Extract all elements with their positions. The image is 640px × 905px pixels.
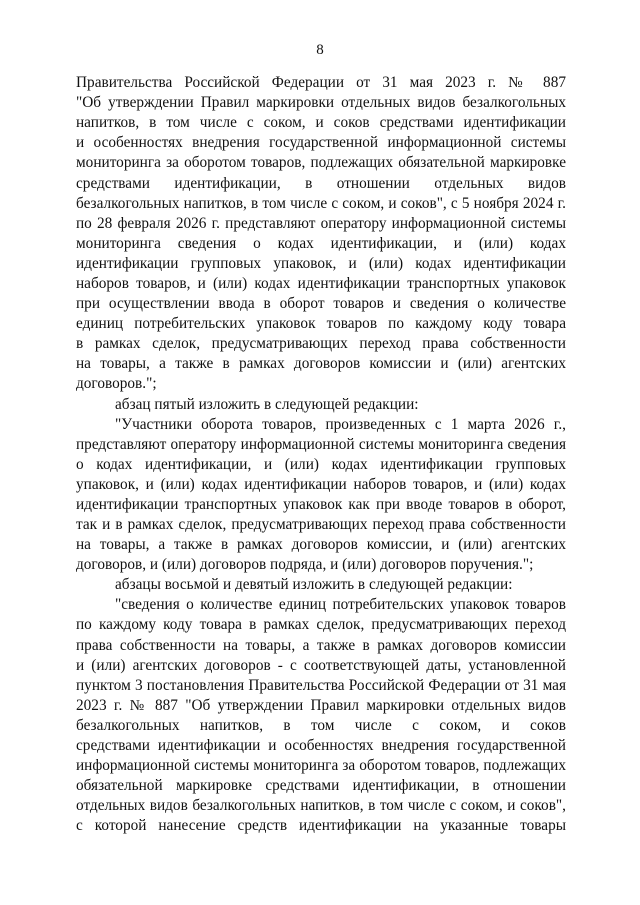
page-number: 8 — [316, 42, 324, 58]
text-line: безалкогольных напитков, в том числе с соком, и соков", с 5 ноября 2024 г. — [76, 195, 566, 212]
text-line: права собственности на товары, а также в рамках договоров комиссии — [76, 637, 566, 654]
text-line: "Участники оборота товаров, произведенных с 1 марта 2026 г., — [115, 416, 566, 433]
text-line: мониторинга за оборотом товаров, подлежащих обязательной маркировке — [76, 154, 566, 171]
text-line: представляют оператору информационной системы мониторинга сведения — [76, 436, 566, 453]
text-line: наборов товаров, и (или) кодах идентификации транспортных упаковок — [76, 275, 566, 292]
text-line: по 28 февраля 2026 г. представляют оператору информационной системы — [76, 215, 566, 232]
text-line: "Об утверждении Правил маркировки отдельных видов безалкогольных — [76, 94, 566, 111]
text-line: и особенностях внедрения государственной информационной системы — [76, 134, 566, 151]
text-line: идентификации групповых упаковок, и (или) кодах идентификации — [76, 255, 566, 272]
text-line: договоров, и (или) договоров подряда, и (или) договоров поручения."; — [76, 556, 534, 573]
text-line: на товары, а также в рамках договоров комиссии и (или) агентских — [76, 355, 566, 372]
text-line: пунктом 3 постановления Правительства Российской Федерации от 31 мая — [76, 677, 566, 694]
text-line: на товары, а также в рамках договоров комиссии, и (или) агентских — [76, 536, 566, 553]
text-line: в рамках сделок, предусматривающих переход права собственности — [76, 335, 566, 352]
text-line: и (или) агентских договоров - с соответствующей даты, установленной — [76, 657, 566, 674]
text-line: средствами идентификации и особенностях внедрения государственной — [76, 737, 566, 754]
text-line: информационной системы мониторинга за оборотом товаров, подлежащих — [76, 757, 566, 774]
text-line: отдельных видов безалкогольных напитков, в том числе с соком, и соков", — [76, 797, 566, 814]
text-line: по каждому коду товара в рамках сделок, предусматривающих переход — [76, 616, 566, 633]
text-line: 2023 г. № 887 "Об утверждении Правил маркировки отдельных видов — [76, 697, 566, 714]
text-line: договоров."; — [76, 375, 157, 392]
text-line: Правительства Российской Федерации от 31 мая 2023 г. № 887 — [76, 74, 566, 91]
text-line: напитков, в том числе с соком, и соков средствами идентификации — [76, 114, 566, 131]
text-line: средствами идентификации, в отношении отдельных видов — [76, 175, 566, 192]
text-line: о кодах идентификации, и (или) кодах идентификации групповых — [76, 456, 566, 473]
text-line: упаковок, и (или) кодах идентификации наборов товаров, и (или) кодах — [76, 476, 566, 493]
text-line: при осуществлении ввода в оборот товаров и сведения о количестве — [76, 295, 566, 312]
text-line: единиц потребительских упаковок товаров по каждому коду товара — [76, 315, 566, 332]
text-line: идентификации транспортных упаковок как при вводе товаров в оборот, — [76, 496, 566, 513]
text-line: мониторинга сведения о кодах идентификации, и (или) кодах — [76, 235, 566, 252]
text-line: "сведения о количестве единиц потребительских упаковок товаров — [115, 596, 566, 613]
text-line: безалкогольных напитков, в том числе с соком, и соков — [76, 717, 566, 734]
text-line: так и в рамках сделок, предусматривающих переход права собственности — [76, 516, 566, 533]
text-line: абзацы восьмой и девятый изложить в следующей редакции: — [115, 576, 513, 593]
text-line: с которой нанесение средств идентификации на указанные товары — [76, 817, 566, 834]
text-line: абзац пятый изложить в следующей редакции: — [115, 396, 419, 413]
text-line: обязательной маркировке средствами идентификации, в отношении — [76, 777, 566, 794]
